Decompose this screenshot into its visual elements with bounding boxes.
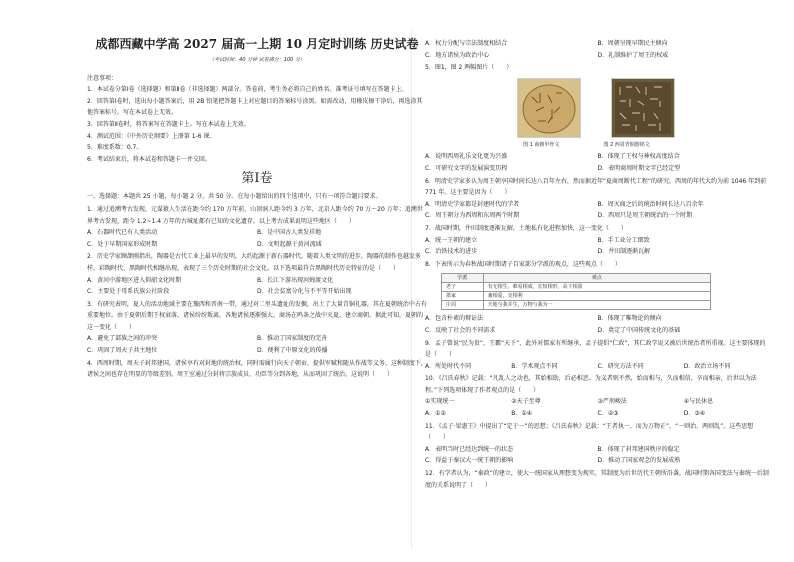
sub-option: ④与民休息 xyxy=(683,398,714,406)
question-stem: 2．历史学家顾颉刚指出，陶器是古代工业上最早的发明，大约起源于新石器时代。随着人类文明的进步，陶器的制作也越发多样，彩陶时代、黑陶时代相继出现，表现了三个历史时期的社会文化。以下选项最符合黑陶时代历史特征的是（ ） xyxy=(87,253,421,272)
question-stem: 8．下表所示为春秋战国时期诸子百家部分学派的观点，这些观点（ ） xyxy=(425,260,621,268)
option: D．西周只是周王朝统治的一个时期 xyxy=(597,212,693,220)
option: A．黄河中游地区进入仰韶文化时期 xyxy=(87,276,182,284)
notice-item: 3．回答第Ⅱ卷时，将答案写在答题卡上。写在本试卷上无效。 xyxy=(87,120,250,128)
question-7 xyxy=(425,223,770,258)
option: C．周王朝分为西周和东周两个时期 xyxy=(425,212,520,220)
notice-heading: 注意事项： xyxy=(87,74,118,82)
question-4 xyxy=(87,358,427,381)
table-header-row xyxy=(442,274,711,283)
question-options xyxy=(87,227,427,250)
question-12 xyxy=(425,468,770,491)
table-row xyxy=(442,283,711,292)
option: D．奠定了中国传统文化的基础 xyxy=(597,326,681,334)
sub-option: ①实现统一 xyxy=(425,398,455,406)
question-options xyxy=(425,313,770,336)
option: B．手工业分工细致 xyxy=(597,236,650,244)
table-header: 观点 xyxy=(483,274,710,283)
question-2 xyxy=(87,251,427,297)
table-header: 学派 xyxy=(442,274,484,283)
option: D．推动了国家观念的发展成熟 xyxy=(597,457,681,465)
question-3 xyxy=(87,299,427,357)
table-row xyxy=(442,292,711,301)
option: D．井田制逐渐瓦解 xyxy=(597,248,651,256)
option: D．社会贫富分化与不平等开始出现 xyxy=(257,288,352,296)
option: A．说明西周礼乐文化更为兴盛 xyxy=(425,153,508,161)
option: A．石器时代已有人类活动 xyxy=(87,229,158,237)
section-heading-juan1: 第Ⅰ卷 xyxy=(241,171,273,187)
notice-item: 5．难度系数：0.7。 xyxy=(87,144,143,152)
option: D．③④ xyxy=(683,410,706,418)
sub-option: ②天子至尊 xyxy=(511,398,541,406)
option: B．周朝呈现早期民主倾向 xyxy=(597,40,668,47)
question-stem: 6．明清史学家多认为周王朝享国时间长达八百年左右，然而据近年“夏商周断代工程”的研究，西周的年代大约为前 1046 年到前 771 年。这主要是因为（ ） xyxy=(425,177,767,197)
option: B．是中国古人类发祥地 xyxy=(257,229,322,237)
question-4-options xyxy=(425,38,770,61)
option: C．地方诸侯为政治中心 xyxy=(425,51,490,59)
notice-item: 4．测试范围：《中外历史纲要》上册第 1-6 课。 xyxy=(87,132,216,140)
notice-item: 1．本试卷分第Ⅰ卷（选择题）和第Ⅱ卷（非选择题）两部分。答卷前，考生务必将自己的姓名、准考证号填写在答题卡上。 xyxy=(87,86,408,94)
option: A．权力分配与宗法制度相结合 xyxy=(425,40,508,47)
question-5 xyxy=(425,62,770,174)
figure-caption: 图 1 商朝甲骨文 xyxy=(523,141,560,148)
question-11 xyxy=(425,421,770,467)
question-stem: 12．有学者认为，“秦政”的建立，使大一统国家从理想变为现实，其制度为后世历代王朝所沿袭。战国时期各国变法与秦统一后制度的关系说明了（ ） xyxy=(425,470,769,489)
question-options xyxy=(425,361,770,373)
option: B．学术观点不同 xyxy=(511,362,558,370)
question-10 xyxy=(425,373,770,419)
notice-item: 2．回答第Ⅰ卷时，选出每小题答案后，用 2B 铅笔把答题卡上对应题目的答案标号涂黑。如需改动，用橡皮擦干净后，再选涂其他答案标号。写在本试卷上无效。 xyxy=(87,97,423,117)
option: B．体现了唯物论的倾向 xyxy=(597,315,662,323)
option: B．①④ xyxy=(511,410,533,418)
option: A．表明当时已经达到统一的状态 xyxy=(425,445,514,453)
option: A．①② xyxy=(425,410,446,418)
bronze-inscription-image xyxy=(611,78,675,138)
notice-item: 6．考试结束后，将本试卷和答题卡一并交回。 xyxy=(87,155,211,163)
option: B．体现了王权与神权高度结合 xyxy=(597,153,680,161)
question-options xyxy=(87,333,427,356)
option: C．处于早期国家形成时期 xyxy=(87,240,158,248)
question-stem: 9．孟子曾说“民为贵”，王霸“天下”，此外对儒家有所继承，孟子提倡“仁政”，其仁政学说又被后世统治者所重视。这主要体现的是（ ） xyxy=(425,339,766,359)
option: C．冶铁技术的进步 xyxy=(425,248,478,256)
question-1 xyxy=(87,204,427,250)
option: C．巩固了周天子共主地位 xyxy=(87,347,158,355)
table-cell: 有无相生，难易相成，长短相形，高下相盈 xyxy=(483,283,710,292)
table-cell: 墨家 xyxy=(442,292,484,301)
oracle-bone-image xyxy=(517,78,581,138)
option: B．长江下游出现河姆渡文化 xyxy=(257,276,334,284)
question-options xyxy=(425,199,770,222)
option: C．研究方法不同 xyxy=(597,362,644,370)
option: C．得益于秦汉大一统王朝的影响 xyxy=(425,457,514,465)
option: B．推动了国家制度的完善 xyxy=(257,335,328,343)
table-cell: 庄周 xyxy=(442,301,484,310)
question-options xyxy=(425,444,770,467)
exam-title: 成都西藏中学高 2027 届高一上期 10 月定时训练 历史试卷 xyxy=(95,37,419,51)
question-stem: 7．战国时期，井田制度逐渐瓦解，土地私有化进程加快，这一变化（ ） xyxy=(425,224,627,232)
option: A．包含朴素的辩证法 xyxy=(425,315,484,323)
figures xyxy=(517,78,770,138)
option: D．表明商周时期文字已经定型 xyxy=(597,164,681,172)
option: D．政治立场不同 xyxy=(683,362,731,370)
question-options xyxy=(425,151,770,174)
figure-captions xyxy=(523,140,770,152)
question-8 xyxy=(425,259,770,337)
table-cell: 老子 xyxy=(442,283,484,292)
option: D．礼制维护了周王的权威 xyxy=(597,51,669,59)
exam-subtitle: （考试时间：40 分钟 试卷满分：100 分） xyxy=(209,57,305,63)
table-cell: 兼相爱，交相利 xyxy=(483,292,710,301)
option: B．周灭商之后的统治时间长达八百余年 xyxy=(597,200,704,208)
option: C．②③ xyxy=(597,410,619,418)
option: C．主要处于母系氏族公社阶段 xyxy=(87,288,170,296)
question-stem: 3．有研究表明，夏人的活动地域主要在豫西和晋南一带，通过对二里头遗址的发掘，出土了大量青铜礼器，其在夏朝统治中占有重要地位。由于夏朝后期王权衰落，诸侯纷纷叛离，各地诸侯逐渐强大。商汤在鸣条之战中灭夏，建立商朝。据此可知，夏朝的这一变化（ ） xyxy=(87,300,427,331)
question-stem: 10．《吕氏春秋》记载：“凡乱人之动也，其始相助，后必相恶。为义者则不然，始而相与，久而相信，卒而相亲，后世以为法程。”下列选项体现了作者观点的是（ ） xyxy=(425,375,757,394)
question-options xyxy=(425,408,770,420)
option: A．所处时代不同 xyxy=(425,362,472,370)
question-suboptions xyxy=(425,396,770,408)
question-6 xyxy=(425,176,770,222)
section-instructions: 一、选择题：本题共 25 小题，每小题 2 分，共 50 分。在每小题给出的四个选项中，只有一项符合题目要求。 xyxy=(87,193,382,201)
question-9 xyxy=(425,338,770,373)
question-stem: 5．图1，图 2 两幅图片（ ） xyxy=(425,64,513,72)
option: A．明清史学家都是封建时代的学者 xyxy=(425,200,520,208)
left-column xyxy=(87,36,427,381)
option: D．便利了中原文化的传播 xyxy=(257,347,328,355)
question-stem: 11．《孟子·梁惠王》中提出了“定于一”的思想；《吕氏春秋》记载：“王者执一，而为万物正”，“一则治，两则乱”。这些思想（ ） xyxy=(425,422,754,442)
schools-table xyxy=(441,273,711,310)
option: A．统一王朝的建立 xyxy=(425,236,478,244)
option: D．文明起源于黄河流域 xyxy=(257,240,322,248)
option: B．体现了封邦建国秩序的稳定 xyxy=(597,445,680,453)
option: C．可研究文字的发展演变历程 xyxy=(425,164,508,172)
figure-caption: 图 2 西周青铜器铭文 xyxy=(603,141,650,148)
option: C．反映了社会的不同需求 xyxy=(425,326,496,334)
table-row xyxy=(442,301,711,310)
question-stem: 4．西周时期，周天子封邦建国，诸侯享有对封地的统治权，同时需履行向天子朝贡、提供军赋和随从作战等义务。这种制度下，诸侯之间也存在明显的等级差别。周王室通过分封将宗族成员、功臣等分到各地，从而巩固了统治。这说明（ ） xyxy=(87,359,427,379)
question-options xyxy=(425,235,770,258)
table-cell: 天地与我并生，万物与我为一 xyxy=(483,301,710,310)
sub-option: ③严刑峻法 xyxy=(597,398,627,406)
question-options xyxy=(87,275,427,298)
right-column xyxy=(425,38,770,491)
question-stem: 1．通过追溯考古发现，元谋猿人生活在距今约 170 万年前，山顶洞人距今约 3 万年，北京人距今约 70 万～20 万年；追溯世界考古发现，距今 1.2~1.4 万年的古城址都有已知的文化遗存。以上考古成果说明这些地区（ ） xyxy=(87,205,423,225)
option: A．避免了部族之间的冲突 xyxy=(87,335,158,343)
